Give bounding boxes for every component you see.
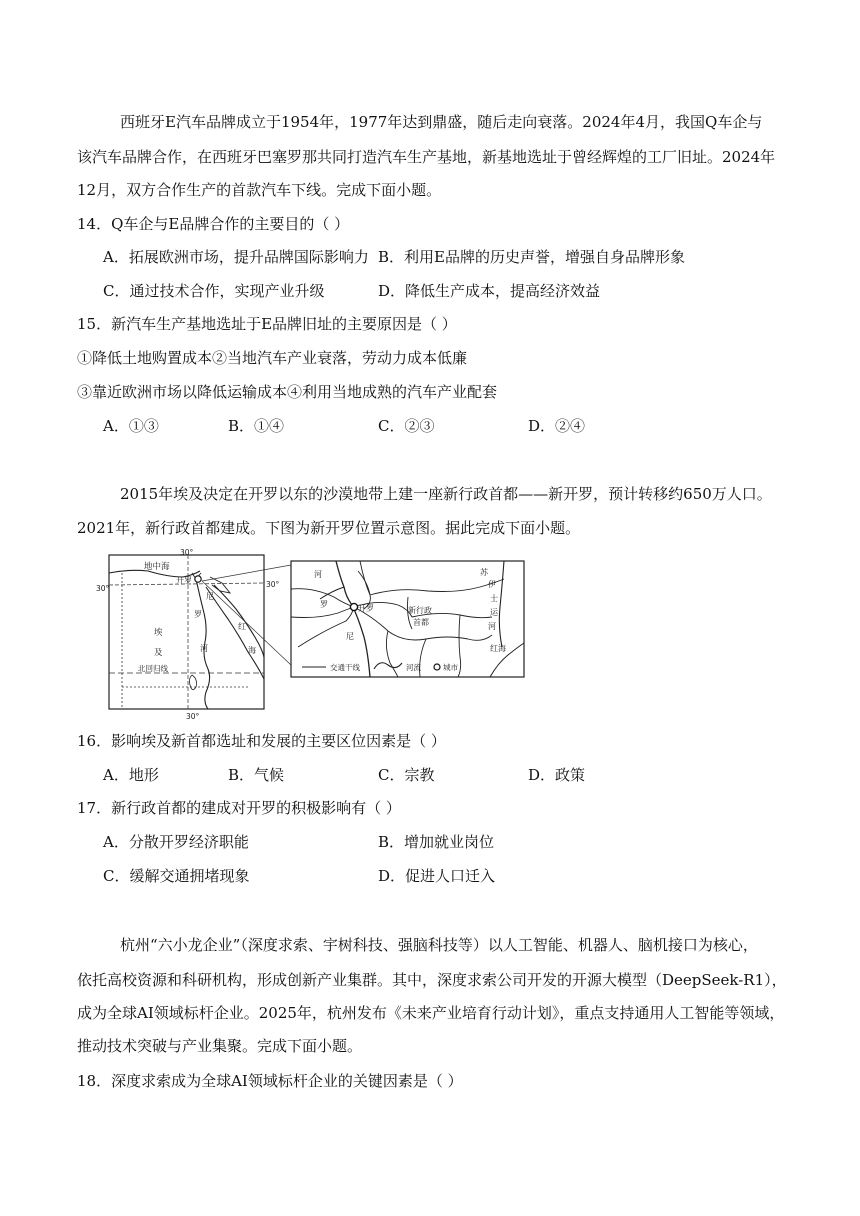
passage1-line-2: 该汽车品牌合作，在西班牙巴塞罗那共同打造汽车生产基地，新基地选址于曾经辉煌的工厂旧址。2024年	[77, 148, 776, 166]
map-r-label-he: 河	[314, 570, 322, 579]
q14-option-c[interactable]: C．通过技术合作，实现产业升级	[103, 282, 325, 300]
q15-statement-1: ①降低土地购置成本②当地汽车产业衰落，劳动力成本低廉	[77, 349, 468, 367]
q15-option-c[interactable]: C．②③	[378, 417, 435, 435]
map-label-egypt-ji: 及	[154, 648, 163, 658]
q16-option-d[interactable]: D．政策	[528, 766, 586, 784]
passage3-line-2: 依托高校资源和科研机构，形成创新产业集群。其中，深度求索公司开发的开源大模型（DeepSeek-R1），	[77, 971, 787, 989]
q17-option-a[interactable]: A．分散开罗经济职能	[103, 833, 249, 851]
map-r-label-suez-2: 伊	[488, 580, 496, 589]
q16-stem: 16．影响埃及新首都选址和发展的主要区位因素是（ ）	[77, 732, 446, 750]
map-r-label-luo: 罗	[320, 600, 328, 609]
q18-stem: 18．深度求索成为全球AI领域标杆企业的关键因素是（ ）	[77, 1072, 463, 1090]
legend-river-label: 河流	[406, 663, 421, 672]
map-left-panel	[96, 548, 280, 721]
q15-stem: 15．新汽车生产基地选址于E品牌旧址的主要原因是（ ）	[77, 315, 457, 333]
passage3-line-1: 杭州“六小龙企业”（深度求索、宇树科技、强脑科技等）以人工智能、机器人、脑机接口为核心，	[120, 936, 758, 954]
legend-road-label: 交通干线	[330, 663, 360, 672]
q14-option-a[interactable]: A．拓展欧洲市场，提升品牌国际影响力	[103, 248, 369, 266]
q16-option-b[interactable]: B．气候	[228, 766, 285, 784]
q16-option-c[interactable]: C．宗教	[378, 766, 435, 784]
map-r-label-suez-5: 河	[488, 622, 496, 631]
map-label-lat30-right: 30°	[266, 580, 280, 589]
q17-stem: 17．新行政首都的建成对开罗的积极影响有（ ）	[77, 799, 401, 817]
map-right-panel	[291, 561, 524, 677]
map-r-label-new-capital-1: 新行政	[408, 606, 432, 615]
q14-option-d[interactable]: D．降低生产成本，提高经济效益	[378, 282, 601, 300]
map-label-sea: 海	[248, 646, 256, 655]
q17-option-c[interactable]: C．缓解交通拥堵现象	[103, 867, 250, 885]
map-r-label-red-sea: 红海	[490, 644, 506, 653]
passage2-line-2: 2021年，新行政首都建成。下图为新开罗位置示意图。据此完成下面小题。	[77, 519, 581, 537]
q15-option-d[interactable]: D．②④	[528, 417, 586, 435]
map-r-label-ni: 尼	[346, 632, 354, 641]
passage1-line-1: 西班牙E汽车品牌成立于1954年，1977年达到鼎盛，随后走向衰落。2024年4月，我国Q车企与	[120, 113, 763, 131]
map-label-red: 红	[238, 622, 246, 631]
map-label-cairo: 开罗	[176, 576, 192, 585]
map-r-label-suez-1: 苏	[480, 568, 488, 577]
map-label-lat30-left: 30°	[96, 584, 110, 593]
new-cairo-location-map	[96, 547, 526, 721]
legend-city-label: 城市	[443, 663, 458, 672]
map-label-nile-he: 河	[200, 644, 208, 653]
map-r-label-new-capital-2: 首都	[413, 618, 429, 627]
q16-option-a[interactable]: A．地形	[103, 766, 159, 784]
passage3-line-3: 成为全球AI领域标杆企业。2025年，杭州发布《未来产业培育行动计划》，重点支持通用人工智能等领域，	[77, 1004, 785, 1022]
map-label-tropic: 北回归线	[138, 664, 168, 673]
map-r-label-suez-4: 运	[490, 608, 498, 617]
q15-option-b[interactable]: B．①④	[228, 417, 285, 435]
q17-option-b[interactable]: B．增加就业岗位	[378, 833, 495, 851]
map-label-mediterranean: 地中海	[144, 562, 170, 572]
map-label-nile-luo: 罗	[194, 610, 202, 619]
passage1-line-3: 12月，双方合作生产的首款汽车下线。完成下面小题。	[77, 181, 442, 199]
map-label-nile-ni: 尼	[206, 592, 214, 601]
q15-statement-2: ③靠近欧洲市场以降低运输成本④利用当地成熟的汽车产业配套	[77, 383, 498, 401]
map-r-label-suez-3: 士	[490, 594, 498, 603]
q15-option-a[interactable]: A．①③	[103, 417, 159, 435]
passage3-line-4: 推动技术突破与产业集聚。完成下面小题。	[77, 1037, 363, 1055]
map-r-label-cairo: 开罗	[358, 604, 374, 613]
passage2-line-1: 2015年埃及决定在开罗以东的沙漠地带上建一座新行政首都——新开罗，预计转移约650万人口。	[120, 485, 772, 503]
q14-stem: 14．Q车企与E品牌合作的主要目的（ ）	[77, 215, 350, 233]
map-label-egypt-ai: 埃	[154, 628, 163, 638]
q17-option-d[interactable]: D．促进人口迁入	[378, 867, 496, 885]
q14-option-b[interactable]: B．利用E品牌的历史声誉，增强自身品牌形象	[378, 248, 685, 266]
map-label-lat30-top: 30°	[180, 548, 194, 557]
map-label-lat30-bottom: 30°	[186, 712, 200, 721]
